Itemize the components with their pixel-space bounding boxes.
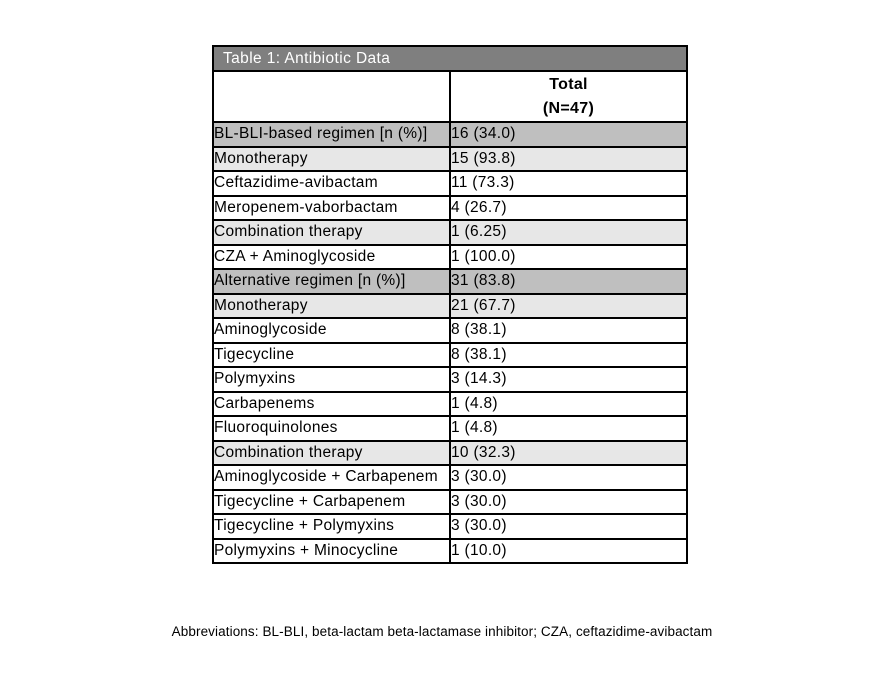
row-value: 3 (14.3) (450, 367, 687, 392)
row-label: CZA + Aminoglycoside (213, 245, 450, 270)
table-title: Table 1: Antibiotic Data (213, 46, 687, 71)
table-row (213, 122, 687, 147)
table-row (213, 343, 687, 368)
table-row (213, 196, 687, 221)
table-header-row (213, 71, 687, 122)
row-value: 3 (30.0) (450, 514, 687, 539)
row-value: 1 (4.8) (450, 416, 687, 441)
row-value: 1 (10.0) (450, 539, 687, 564)
table-row (213, 294, 687, 319)
table-row (213, 367, 687, 392)
table-row (213, 490, 687, 515)
row-value: 16 (34.0) (450, 122, 687, 147)
row-label: Monotherapy (213, 294, 450, 319)
row-value: 1 (100.0) (450, 245, 687, 270)
antibiotic-data-table (212, 45, 688, 564)
row-label: Aminoglycoside (213, 318, 450, 343)
row-label: Polymyxins + Minocycline (213, 539, 450, 564)
table-row (213, 171, 687, 196)
row-label: Tigecycline + Polymyxins (213, 514, 450, 539)
row-label: BL-BLI-based regimen [n (%)] (213, 122, 450, 147)
table-row (213, 220, 687, 245)
row-value: 1 (4.8) (450, 392, 687, 417)
row-value: 3 (30.0) (450, 465, 687, 490)
table-row (213, 392, 687, 417)
header-total-label: Total (549, 76, 588, 94)
row-value: 4 (26.7) (450, 196, 687, 221)
row-value: 8 (38.1) (450, 343, 687, 368)
row-label: Combination therapy (213, 441, 450, 466)
row-value: 21 (67.7) (450, 294, 687, 319)
abbreviations-note: Abbreviations: BL-BLI, beta-lactam beta-lactamase inhibitor; CZA, ceftazidime-avibactam (171, 624, 713, 639)
table-row (213, 245, 687, 270)
row-label: Carbapenems (213, 392, 450, 417)
header-empty-cell (213, 71, 450, 122)
row-label: Polymyxins (213, 367, 450, 392)
table-row (213, 269, 687, 294)
row-value: 10 (32.3) (450, 441, 687, 466)
row-label: Aminoglycoside + Carbapenem (213, 465, 450, 490)
row-value: 11 (73.3) (450, 171, 687, 196)
row-label: Monotherapy (213, 147, 450, 172)
row-label: Fluoroquinolones (213, 416, 450, 441)
row-label: Alternative regimen [n (%)] (213, 269, 450, 294)
table-row (213, 416, 687, 441)
row-label: Meropenem-vaborbactam (213, 196, 450, 221)
header-total-cell (450, 71, 687, 122)
row-label: Tigecycline + Carbapenem (213, 490, 450, 515)
row-label: Combination therapy (213, 220, 450, 245)
table-row (213, 441, 687, 466)
table-row (213, 147, 687, 172)
row-value: 3 (30.0) (450, 490, 687, 515)
row-value: 31 (83.8) (450, 269, 687, 294)
table-row (213, 539, 687, 564)
table-title-row (213, 46, 687, 71)
table-row (213, 465, 687, 490)
row-label: Tigecycline (213, 343, 450, 368)
table-row (213, 514, 687, 539)
row-value: 1 (6.25) (450, 220, 687, 245)
row-value: 8 (38.1) (450, 318, 687, 343)
row-value: 15 (93.8) (450, 147, 687, 172)
row-label: Ceftazidime-avibactam (213, 171, 450, 196)
table-row (213, 318, 687, 343)
header-n-label: (N=47) (542, 99, 595, 117)
